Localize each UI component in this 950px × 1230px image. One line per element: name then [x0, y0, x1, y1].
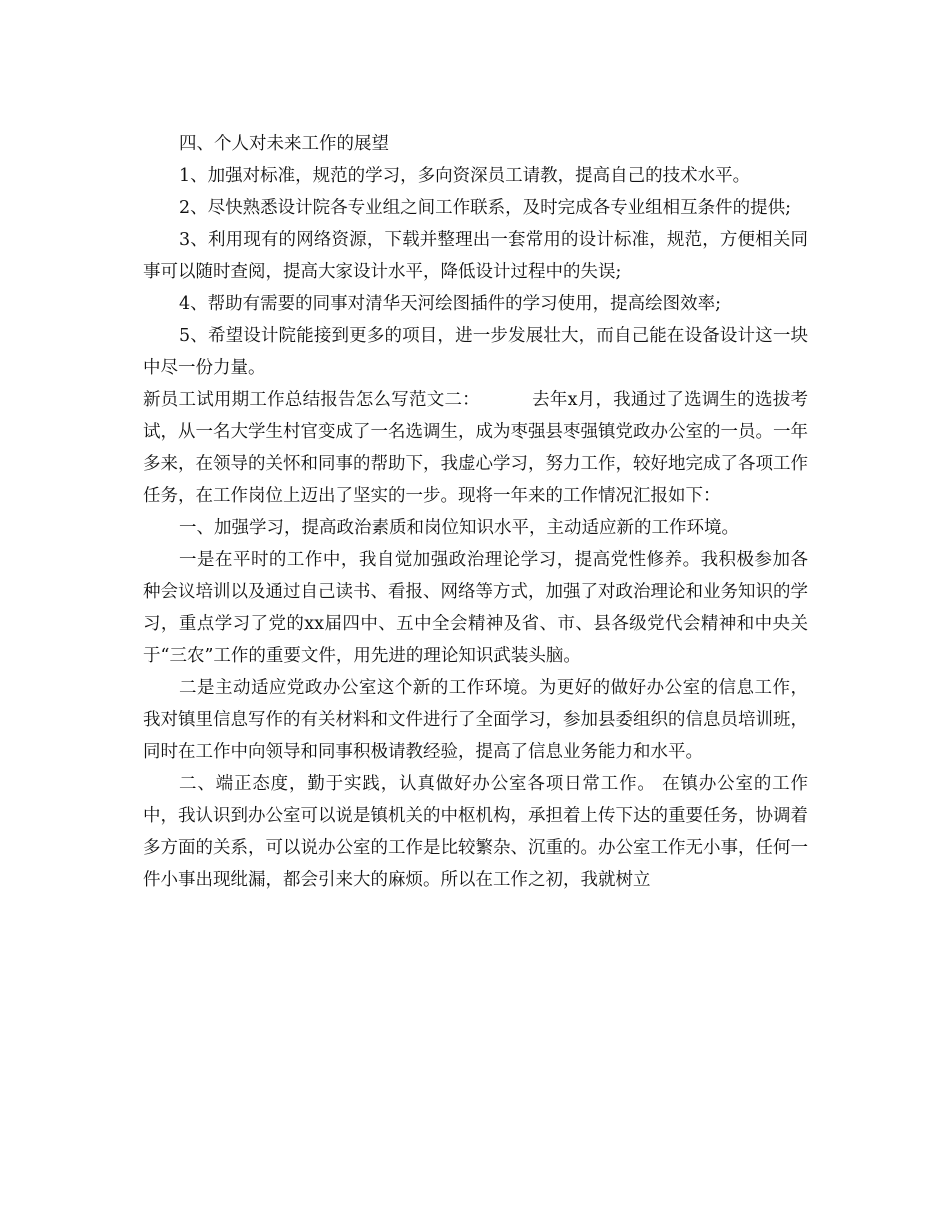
list-item-5: 5、希望设计院能接到更多的项目，进一步发展壮大，而自己能在设备设计这一块中尽一份力量。: [143, 326, 808, 378]
list-item-3: 3、利用现有的网络资源，下载并整理出一套常用的设计标准，规范，方便相关同事可以随时查阅，提高大家设计水平，降低设计过程中的失误;: [143, 230, 808, 282]
list-item-1: 1、加强对标准，规范的学习，多向资深员工请教，提高自己的技术水平。: [179, 166, 751, 186]
body-paragraph-office-adaptation: 二是主动适应党政办公室这个新的工作环境。为更好的做好办公室的信息工作，我对镇里信息写作的有关材料和文件进行了全面学习，参加县委组织的信息员培训班，同时在工作中向领导和同事积极请教经验，提高了信息业务能力和水平。: [143, 678, 808, 762]
section-heading-study: 一、加强学习，提高政治素质和岗位知识水平，主动适应新的工作环境。: [179, 518, 739, 538]
sample-two-intro: 去年x月，我通过了选调生的选拔考试，从一名大学生村官变成了一名选调生，成为枣强县枣强镇党政办公室的一员。一年多来，在领导的关怀和同事的帮助下，我虚心学习，努力工作，较好地完成了各项工作任务，在工作岗位上迈出了坚实的一步。现将一年来的工作情况汇报如下：: [143, 390, 809, 506]
sample-two-title: 新员工试用期工作总结报告怎么写范文二：: [143, 390, 480, 410]
document-page: [143, 128, 808, 896]
list-item-2: 2、尽快熟悉设计院各专业组之间工作联系，及时完成各专业组相互条件的提供;: [179, 198, 792, 218]
sample-two-paragraph: [143, 384, 808, 512]
body-paragraph-political-study: 一是在平时的工作中，我自觉加强政治理论学习，提高党性修养。我积极参加各种会议培训以及通过自己读书、看报、网络等方式，加强了对政治理论和业务知识的学习，重点学习了党的xx届四中、五中全会精神及省、市、县各级党代会精神和中央关于“三农”工作的重要文件，用先进的理论知识武装头脑。: [143, 550, 808, 666]
list-item-4: 4、帮助有需要的同事对清华天河绘图插件的学习使用，提高绘图效率;: [179, 294, 722, 314]
body-paragraph-daily-work: 二、端正态度，勤于实践，认真做好办公室各项日常工作。 在镇办公室的工作中，我认识到办公室可以说是镇机关的中枢机构，承担着上传下达的重要任务，协调着多方面的关系，可以说办公室的工作是比较繁杂、沉重的。办公室工作无小事，任何一件小事出现纰漏，都会引来大的麻烦。所以在工作之初，我就树立: [143, 774, 808, 890]
section-heading-future-outlook: 四、个人对未来工作的展望: [179, 134, 389, 154]
